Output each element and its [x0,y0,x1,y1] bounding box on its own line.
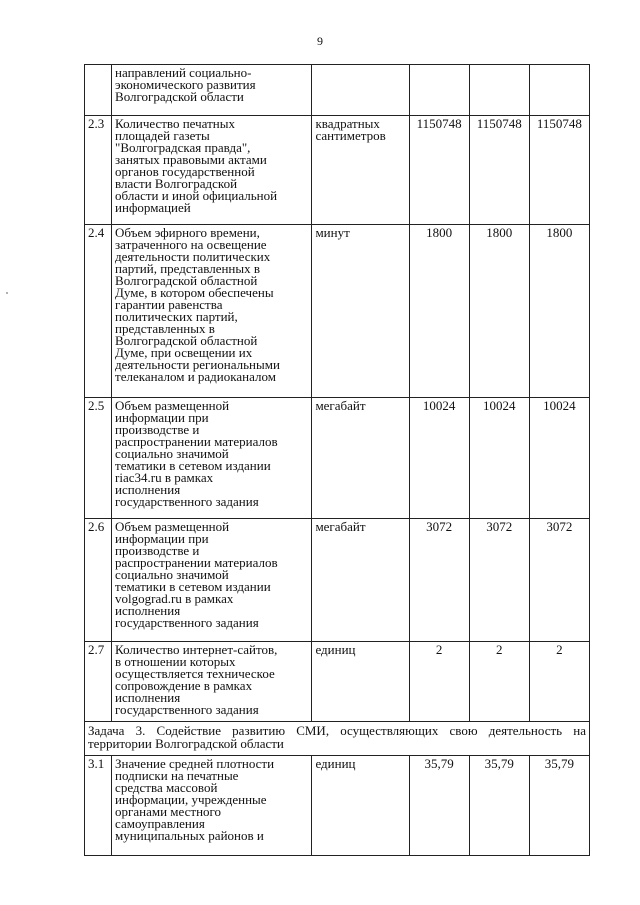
value-year-2 [469,65,529,116]
value-year-3: 2 [529,642,589,722]
row-number: 2.3 [85,116,112,225]
indicator-description: Количество интернет-сайтов, в отношении которых осуществляется техническое сопровождение в рамках исполнения государственного задания [112,642,312,722]
value-year-1: 3072 [409,519,469,642]
indicator-description: Объем размещенной информации при производстве и распространении материалов социально значимой тематики в сетевом издании riac34.ru в рамках исполнения государственного задания [112,398,312,519]
row-number: 2.7 [85,642,112,722]
value-year-1: 35,79 [409,756,469,856]
value-year-3: 35,79 [529,756,589,856]
row-number: 2.6 [85,519,112,642]
table-row [85,756,590,856]
value-year-3: 1150748 [529,116,589,225]
indicator-description: направлений социально- экономического развития Волгоградской области [112,65,312,116]
value-year-1: 10024 [409,398,469,519]
unit-of-measure: минут [312,225,409,398]
table-row [85,398,590,519]
unit-of-measure: единиц [312,756,409,856]
indicators-table [84,64,590,856]
task-3-heading: Задача 3. Содействие развитию СМИ, осуществляющих свою деятельность на территории Волгоградской области [85,722,590,756]
value-year-3: 10024 [529,398,589,519]
scan-margin-mark [6,292,8,294]
row-number: 3.1 [85,756,112,856]
value-year-1 [409,65,469,116]
table-row [85,116,590,225]
row-number: 2.4 [85,225,112,398]
value-year-1: 1150748 [409,116,469,225]
value-year-2: 1800 [469,225,529,398]
page-number: 9 [317,34,323,48]
unit-of-measure: квадратных сантиметров [312,116,409,225]
value-year-2: 35,79 [469,756,529,856]
value-year-2: 2 [469,642,529,722]
value-year-1: 2 [409,642,469,722]
indicator-description: Количество печатных площадей газеты "Волгоградская правда", занятых правовыми актами органов государственной власти Волгоградской области и иной официальной информацией [112,116,312,225]
value-year-2: 10024 [469,398,529,519]
table-row [85,65,590,116]
unit-of-measure: мегабайт [312,519,409,642]
value-year-3: 1800 [529,225,589,398]
indicator-description: Значение средней плотности подписки на печатные средства массовой информации, учрежденные органами местного самоуправления муниципальных районов и [112,756,312,856]
value-year-3 [529,65,589,116]
row-number [85,65,112,116]
value-year-3: 3072 [529,519,589,642]
indicator-description: Объем размещенной информации при производстве и распространении материалов социально значимой тематики в сетевом издании volgograd.ru в рамках исполнения государственного задания [112,519,312,642]
indicator-description: Объем эфирного времени, затраченного на освещение деятельности политических партий, представленных в Волгоградской областной Думе, в котором обеспечены гарантии равенства политических партий, представленных в Волгоградской областной Думе, при освещении их деятельности региональными телеканалом и радиоканалом [112,225,312,398]
value-year-1: 1800 [409,225,469,398]
row-number: 2.5 [85,398,112,519]
unit-of-measure: единиц [312,642,409,722]
table-row [85,225,590,398]
unit-of-measure: мегабайт [312,398,409,519]
value-year-2: 1150748 [469,116,529,225]
table-row [85,642,590,722]
table-row [85,519,590,642]
value-year-2: 3072 [469,519,529,642]
unit-of-measure [312,65,409,116]
task-heading-row [85,722,590,756]
